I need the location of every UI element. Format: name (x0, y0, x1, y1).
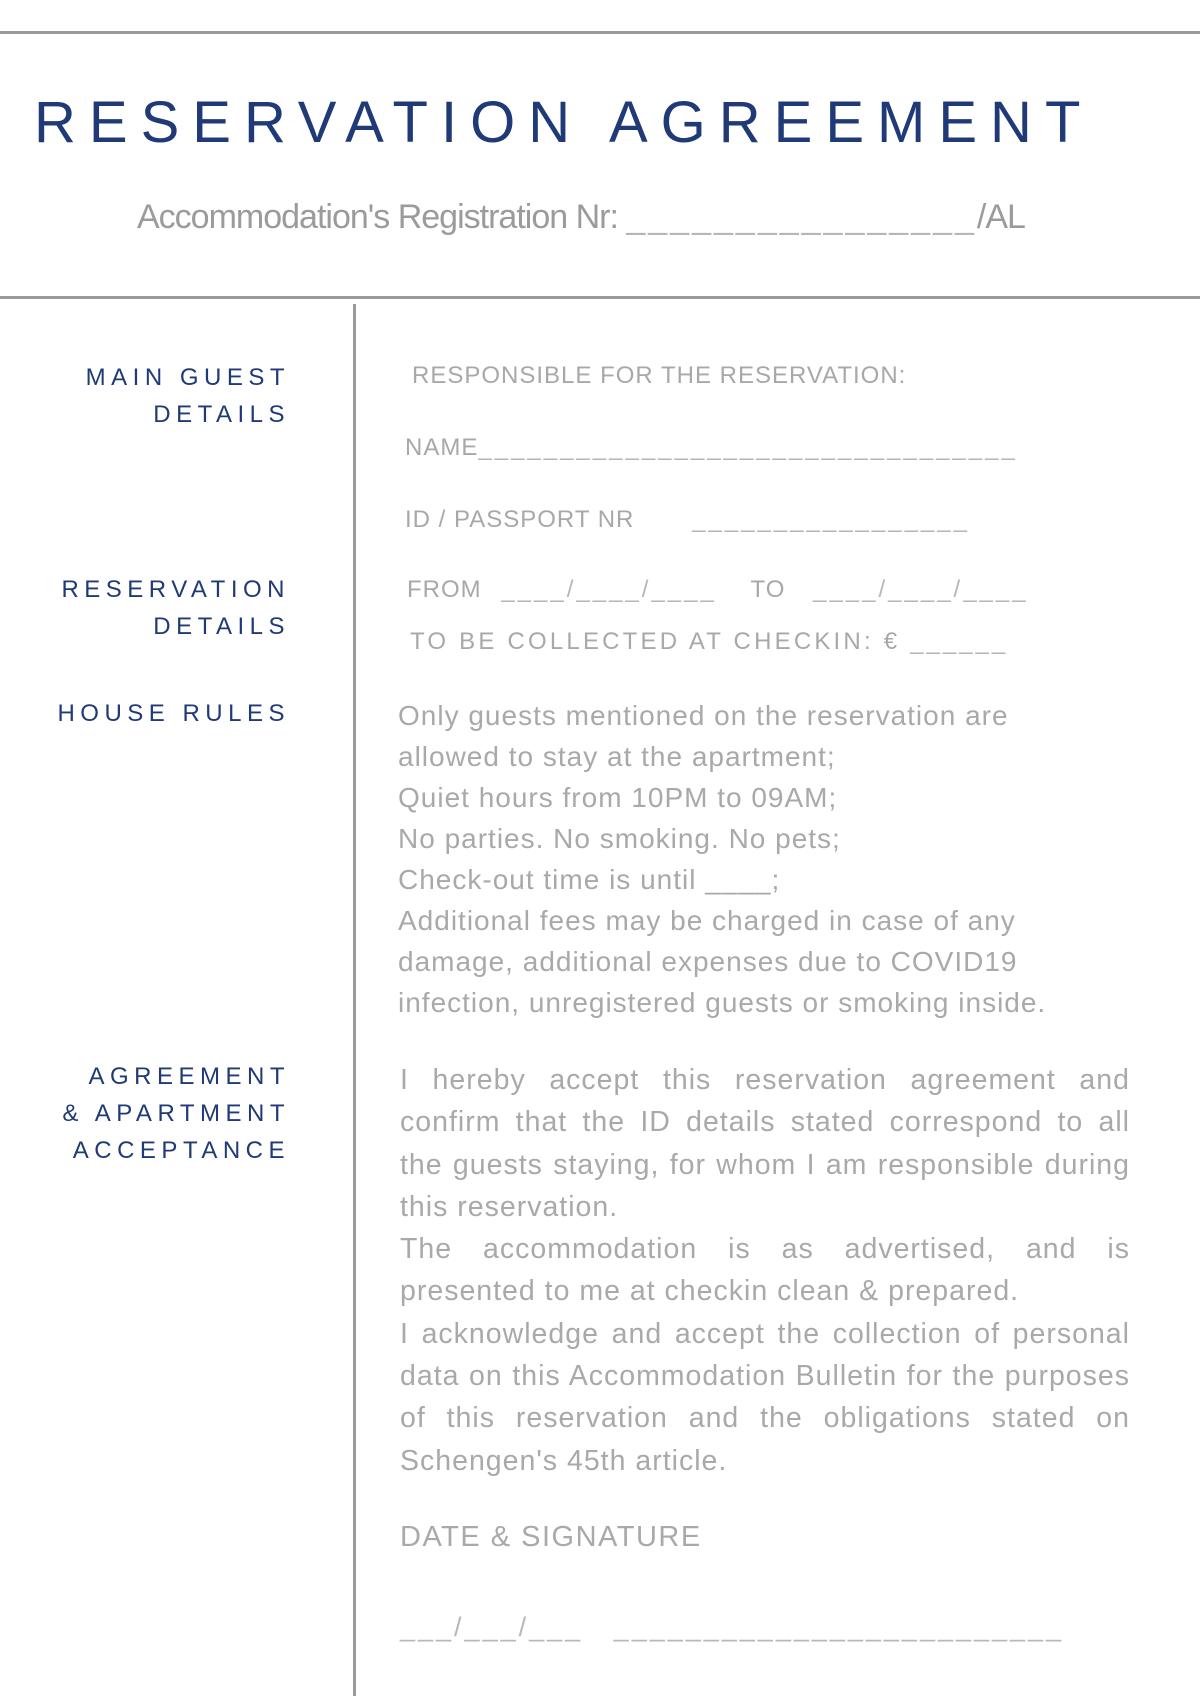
name-label: NAME (405, 434, 479, 461)
id-row (405, 506, 970, 534)
agreement-paragraph: I acknowledge and accept the collection of personal data on this Accommodation Bulletin for the purposes of this reservation and the obligations stated on Schengen's 45th article. (400, 1317, 1130, 1477)
responsible-label: RESPONSIBLE FOR THE RESERVATION: (412, 362, 907, 389)
registration-number-field[interactable]: ________________ (626, 198, 977, 236)
top-divider (0, 31, 1200, 34)
column-divider (353, 304, 356, 1696)
heading-line: DETAILS (153, 401, 290, 428)
heading-main-guest-details (86, 359, 290, 433)
house-rule-line: Quiet hours from 10PM to 09AM; (398, 782, 838, 813)
heading-line: HOUSE RULES (57, 700, 290, 727)
heading-reservation-details (61, 571, 290, 645)
agreement-paragraph: I hereby accept this reservation agreement and confirm that the ID details stated correspond to all the guests staying, for whom I am responsible during this reservation. (400, 1064, 1130, 1223)
registration-suffix: /AL (976, 198, 1025, 236)
id-passport-field[interactable]: _________________ (692, 506, 970, 533)
signature-field[interactable]: _________________________ (613, 1612, 1065, 1642)
name-row (405, 434, 1018, 462)
from-date-field[interactable]: ____/____/____ (501, 576, 717, 603)
registration-line (137, 198, 1025, 237)
heading-line: AGREEMENT (88, 1063, 290, 1090)
house-rule-line: Additional fees may be charged in case of any (398, 905, 1016, 936)
heading-line: ACCEPTANCE (72, 1137, 290, 1164)
collect-row (410, 628, 1008, 656)
heading-line: & APARTMENT (62, 1100, 290, 1127)
from-label: FROM (407, 576, 482, 603)
heading-line: MAIN GUEST (85, 364, 290, 391)
signature-date-field[interactable]: ___/___/___ (400, 1612, 584, 1642)
document-title: RESERVATION AGREEMENT (34, 90, 1094, 155)
house-rule-line: infection, unregistered guests or smoking inside. (398, 987, 1047, 1018)
heading-line: RESERVATION (61, 576, 290, 603)
registration-label: Accommodation's Registration Nr: (137, 198, 618, 236)
house-rule-line: Only guests mentioned on the reservation are (398, 700, 1009, 731)
house-rules-text (398, 695, 1158, 1023)
id-label: ID / PASSPORT NR (405, 506, 635, 533)
collect-label: TO BE COLLECTED AT CHECKIN: € (410, 628, 901, 655)
heading-house-rules (57, 695, 290, 732)
dates-row (407, 576, 1029, 604)
agreement-text (400, 1059, 1130, 1482)
to-date-field[interactable]: ____/____/____ (813, 576, 1029, 603)
signature-row (400, 1612, 1064, 1643)
house-rule-line: Check-out time is until ____; (398, 864, 781, 895)
name-field[interactable]: _________________________________ (478, 434, 1018, 461)
house-rule-line: allowed to stay at the apartment; (398, 741, 836, 772)
collect-amount-field[interactable]: ______ (910, 628, 1009, 655)
house-rule-line: damage, additional expenses due to COVID19 (398, 946, 1018, 977)
to-label: TO (750, 576, 786, 603)
header-divider (0, 296, 1200, 299)
house-rule-line: No parties. No smoking. No pets; (398, 823, 841, 854)
date-signature-label: DATE & SIGNATURE (400, 1521, 702, 1553)
agreement-paragraph: The accommodation is as advertised, and is presented to me at checkin clean & prepared. (400, 1233, 1130, 1308)
heading-agreement-acceptance (62, 1058, 290, 1169)
heading-line: DETAILS (153, 613, 290, 640)
